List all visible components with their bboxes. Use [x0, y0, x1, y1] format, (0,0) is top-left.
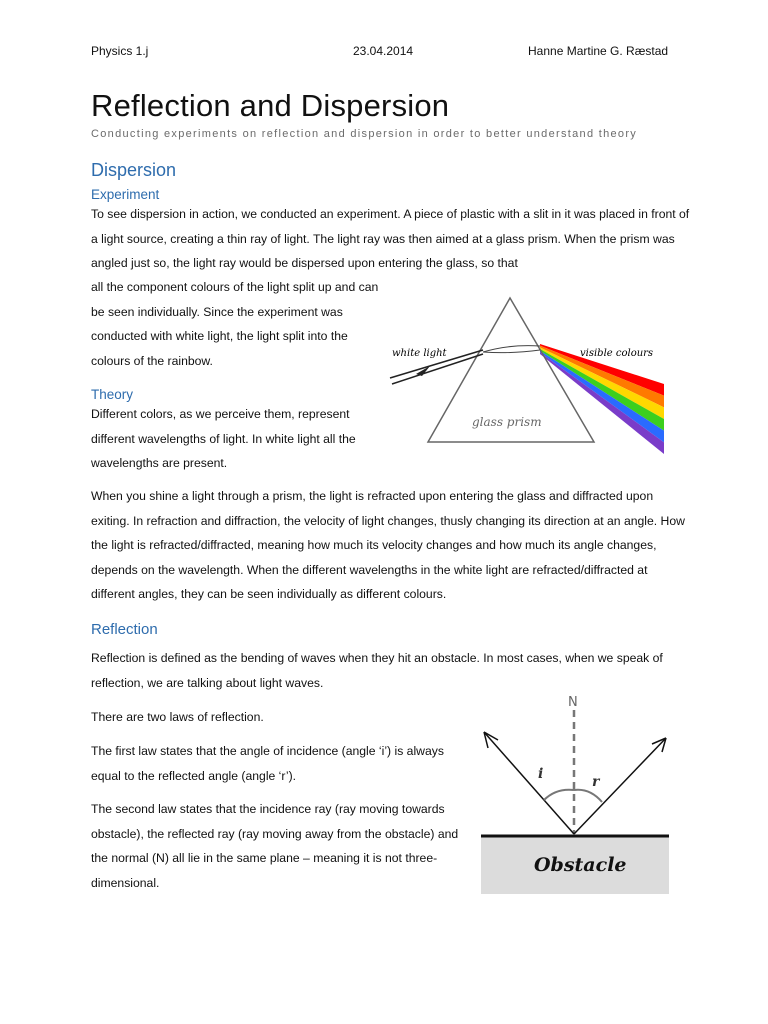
label-angle-i: i	[538, 766, 544, 782]
prism-figure	[388, 292, 668, 460]
label-angle-r: r	[592, 774, 600, 790]
experiment-paragraph-continued: all the component colours of the light split up and can be seen individually. Since the experiment was conducted with white light, the light split into the colours of the rainbow.	[91, 280, 379, 368]
angle-r-arc	[574, 790, 602, 802]
theory-paragraph: Different colors, as we perceive them, represent different wavelengths of light. In white light all the wavelengths are present.	[91, 407, 356, 470]
incident-ray	[484, 732, 574, 834]
label-white-light: white light	[392, 348, 447, 359]
header-date: 23.04.2014	[353, 44, 414, 58]
subheading-experiment: Experiment	[91, 187, 160, 202]
document-title: Reflection and Dispersion	[91, 88, 450, 123]
subheading-theory: Theory	[91, 387, 134, 402]
reflection-paragraph-1: Reflection is defined as the bending of waves when they hit an obstacle. In most cases, when we speak of reflection, we are talking about light waves.	[91, 651, 663, 690]
document-subtitle: Conducting experiments on reflection and dispersion in order to better understand theory	[91, 128, 638, 140]
refracted-ray-lower	[483, 350, 540, 353]
spectrum-beam	[540, 344, 664, 454]
angle-i-arc	[544, 790, 574, 800]
header-course: Physics 1.j	[91, 44, 149, 58]
label-visible-colours: visible colours	[580, 348, 654, 359]
label-normal: N	[568, 695, 578, 710]
prism-paragraph: When you shine a light through a prism, the light is refracted upon entering the glass and diffracted upon exiting. In refraction and diffraction, the velocity of light changes, thusly changing its direction at an angle. How the light is refracted/diffracted, meaning how much its velocity changes and how much its angle changes, depends on the wavelength. When the different wavelengths in the white light are refracted/diffracted at different angles, they can be seen individually as different colours.	[91, 489, 685, 601]
label-glass-prism: glass prism	[472, 415, 542, 429]
reflected-ray	[574, 738, 666, 834]
section-heading-dispersion: Dispersion	[91, 160, 177, 180]
reflection-figure	[478, 688, 672, 896]
reflection-paragraph-4: The second law states that the incidence ray (ray moving towards obstacle), the reflected ray (ray moving away from the obstacle) and the normal (N) all lie in the same plane – meaning it is not three-dimensional.	[91, 802, 459, 890]
reflection-paragraph-3: The first law states that the angle of incidence (angle ‘i’) is always equal to the reflected angle (angle ‘r’).	[91, 744, 444, 783]
section-heading-reflection: Reflection	[91, 621, 158, 638]
header-author: Hanne Martine G. Ræstad	[528, 44, 669, 58]
experiment-paragraph: To see dispersion in action, we conducted an experiment. A piece of plastic with a slit in it was placed in front of a light source, creating a thin ray of light. The light ray was then aimed at a glass prism. When the prism was angled just so, the light ray would be dispersed upon entering the glass, so that	[91, 207, 690, 270]
reflection-paragraph-2: There are two laws of reflection.	[91, 710, 264, 724]
label-obstacle: Obstacle	[534, 854, 627, 876]
